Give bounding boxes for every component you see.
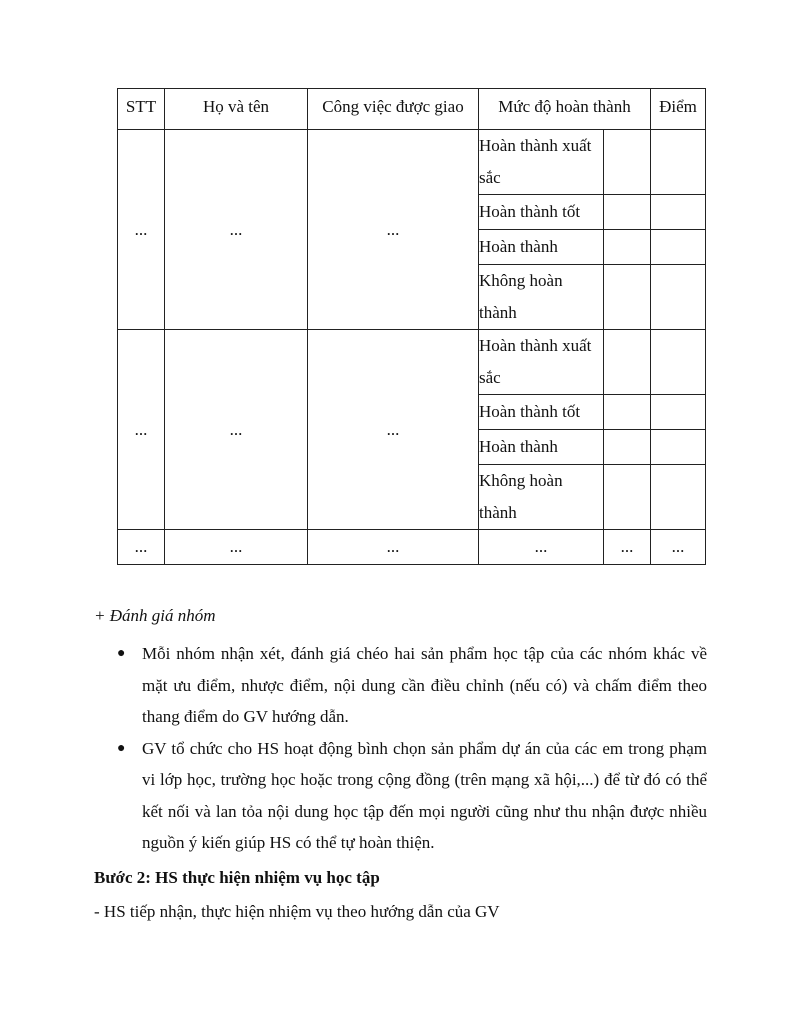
group-eval-list xyxy=(117,638,707,859)
check-cell xyxy=(604,465,651,530)
ellipsis-cell: ... xyxy=(651,530,706,565)
ellipsis-cell: ... xyxy=(308,530,479,565)
score-cell xyxy=(651,130,706,195)
check-cell xyxy=(604,265,651,330)
group-eval-title: + Đánh giá nhóm xyxy=(94,606,216,625)
table-header-row xyxy=(118,89,706,130)
level-cell: Hoàn thành tốt xyxy=(479,195,604,230)
check-cell xyxy=(604,330,651,395)
table-row xyxy=(118,330,706,395)
name-cell: ... xyxy=(165,330,308,530)
check-cell xyxy=(604,395,651,430)
score-cell xyxy=(651,195,706,230)
evaluation-table xyxy=(117,88,706,565)
task-cell: ... xyxy=(308,330,479,530)
level-cell: Hoàn thành xyxy=(479,430,604,465)
check-cell xyxy=(604,230,651,265)
check-cell xyxy=(604,195,651,230)
list-item xyxy=(117,733,707,859)
score-cell xyxy=(651,265,706,330)
ellipsis-cell: ... xyxy=(165,530,308,565)
ellipsis-cell: ... xyxy=(604,530,651,565)
table-row xyxy=(118,130,706,195)
ellipsis-cell: ... xyxy=(479,530,604,565)
stt-cell: ... xyxy=(118,330,165,530)
score-cell xyxy=(651,230,706,265)
level-cell: Không hoàn thành xyxy=(479,265,604,330)
level-cell: Hoàn thành xyxy=(479,230,604,265)
header-stt: STT xyxy=(118,89,165,130)
score-cell xyxy=(651,330,706,395)
step2-text: - HS tiếp nhận, thực hiện nhiệm vụ theo hướng dẫn của GV xyxy=(94,902,500,921)
step2-heading: Bước 2: HS thực hiện nhiệm vụ học tập xyxy=(94,868,380,887)
check-cell xyxy=(604,130,651,195)
level-cell: Hoàn thành tốt xyxy=(479,395,604,430)
list-item-text: Mỗi nhóm nhận xét, đánh giá chéo hai sản phẩm học tập của các nhóm khác về mặt ưu điểm, nhược điểm, nội dung cần điều chỉnh (nếu có) và chấm điểm theo thang điểm do GV hướng dẫn. xyxy=(142,644,707,726)
score-cell xyxy=(651,430,706,465)
table-row-ellipsis xyxy=(118,530,706,565)
header-score: Điểm xyxy=(651,89,706,130)
bullet-icon: ● xyxy=(117,646,126,661)
stt-cell: ... xyxy=(118,130,165,330)
header-task: Công việc được giao xyxy=(308,89,479,130)
header-level: Mức độ hoàn thành xyxy=(479,89,651,130)
check-cell xyxy=(604,430,651,465)
list-item xyxy=(117,638,707,733)
task-cell: ... xyxy=(308,130,479,330)
bullet-icon: ● xyxy=(117,740,126,756)
level-cell: Không hoàn thành xyxy=(479,465,604,530)
list-item-text: GV tổ chức cho HS hoạt động bình chọn sản phẩm dự án của các em trong phạm vi lớp học, trường học hoặc trong cộng đồng (trên mạng xã hội,...) để từ đó có thể kết nối và lan tỏa nội dung học tập đến mọi người cũng như thu nhận được nhiều nguồn ý kiến giúp HS có thể tự hoàn thiện. xyxy=(142,738,707,852)
score-cell xyxy=(651,395,706,430)
level-cell: Hoàn thành xuất sắc xyxy=(479,330,604,395)
score-cell xyxy=(651,465,706,530)
ellipsis-cell: ... xyxy=(118,530,165,565)
level-cell: Hoàn thành xuất sắc xyxy=(479,130,604,195)
header-name: Họ và tên xyxy=(165,89,308,130)
name-cell: ... xyxy=(165,130,308,330)
